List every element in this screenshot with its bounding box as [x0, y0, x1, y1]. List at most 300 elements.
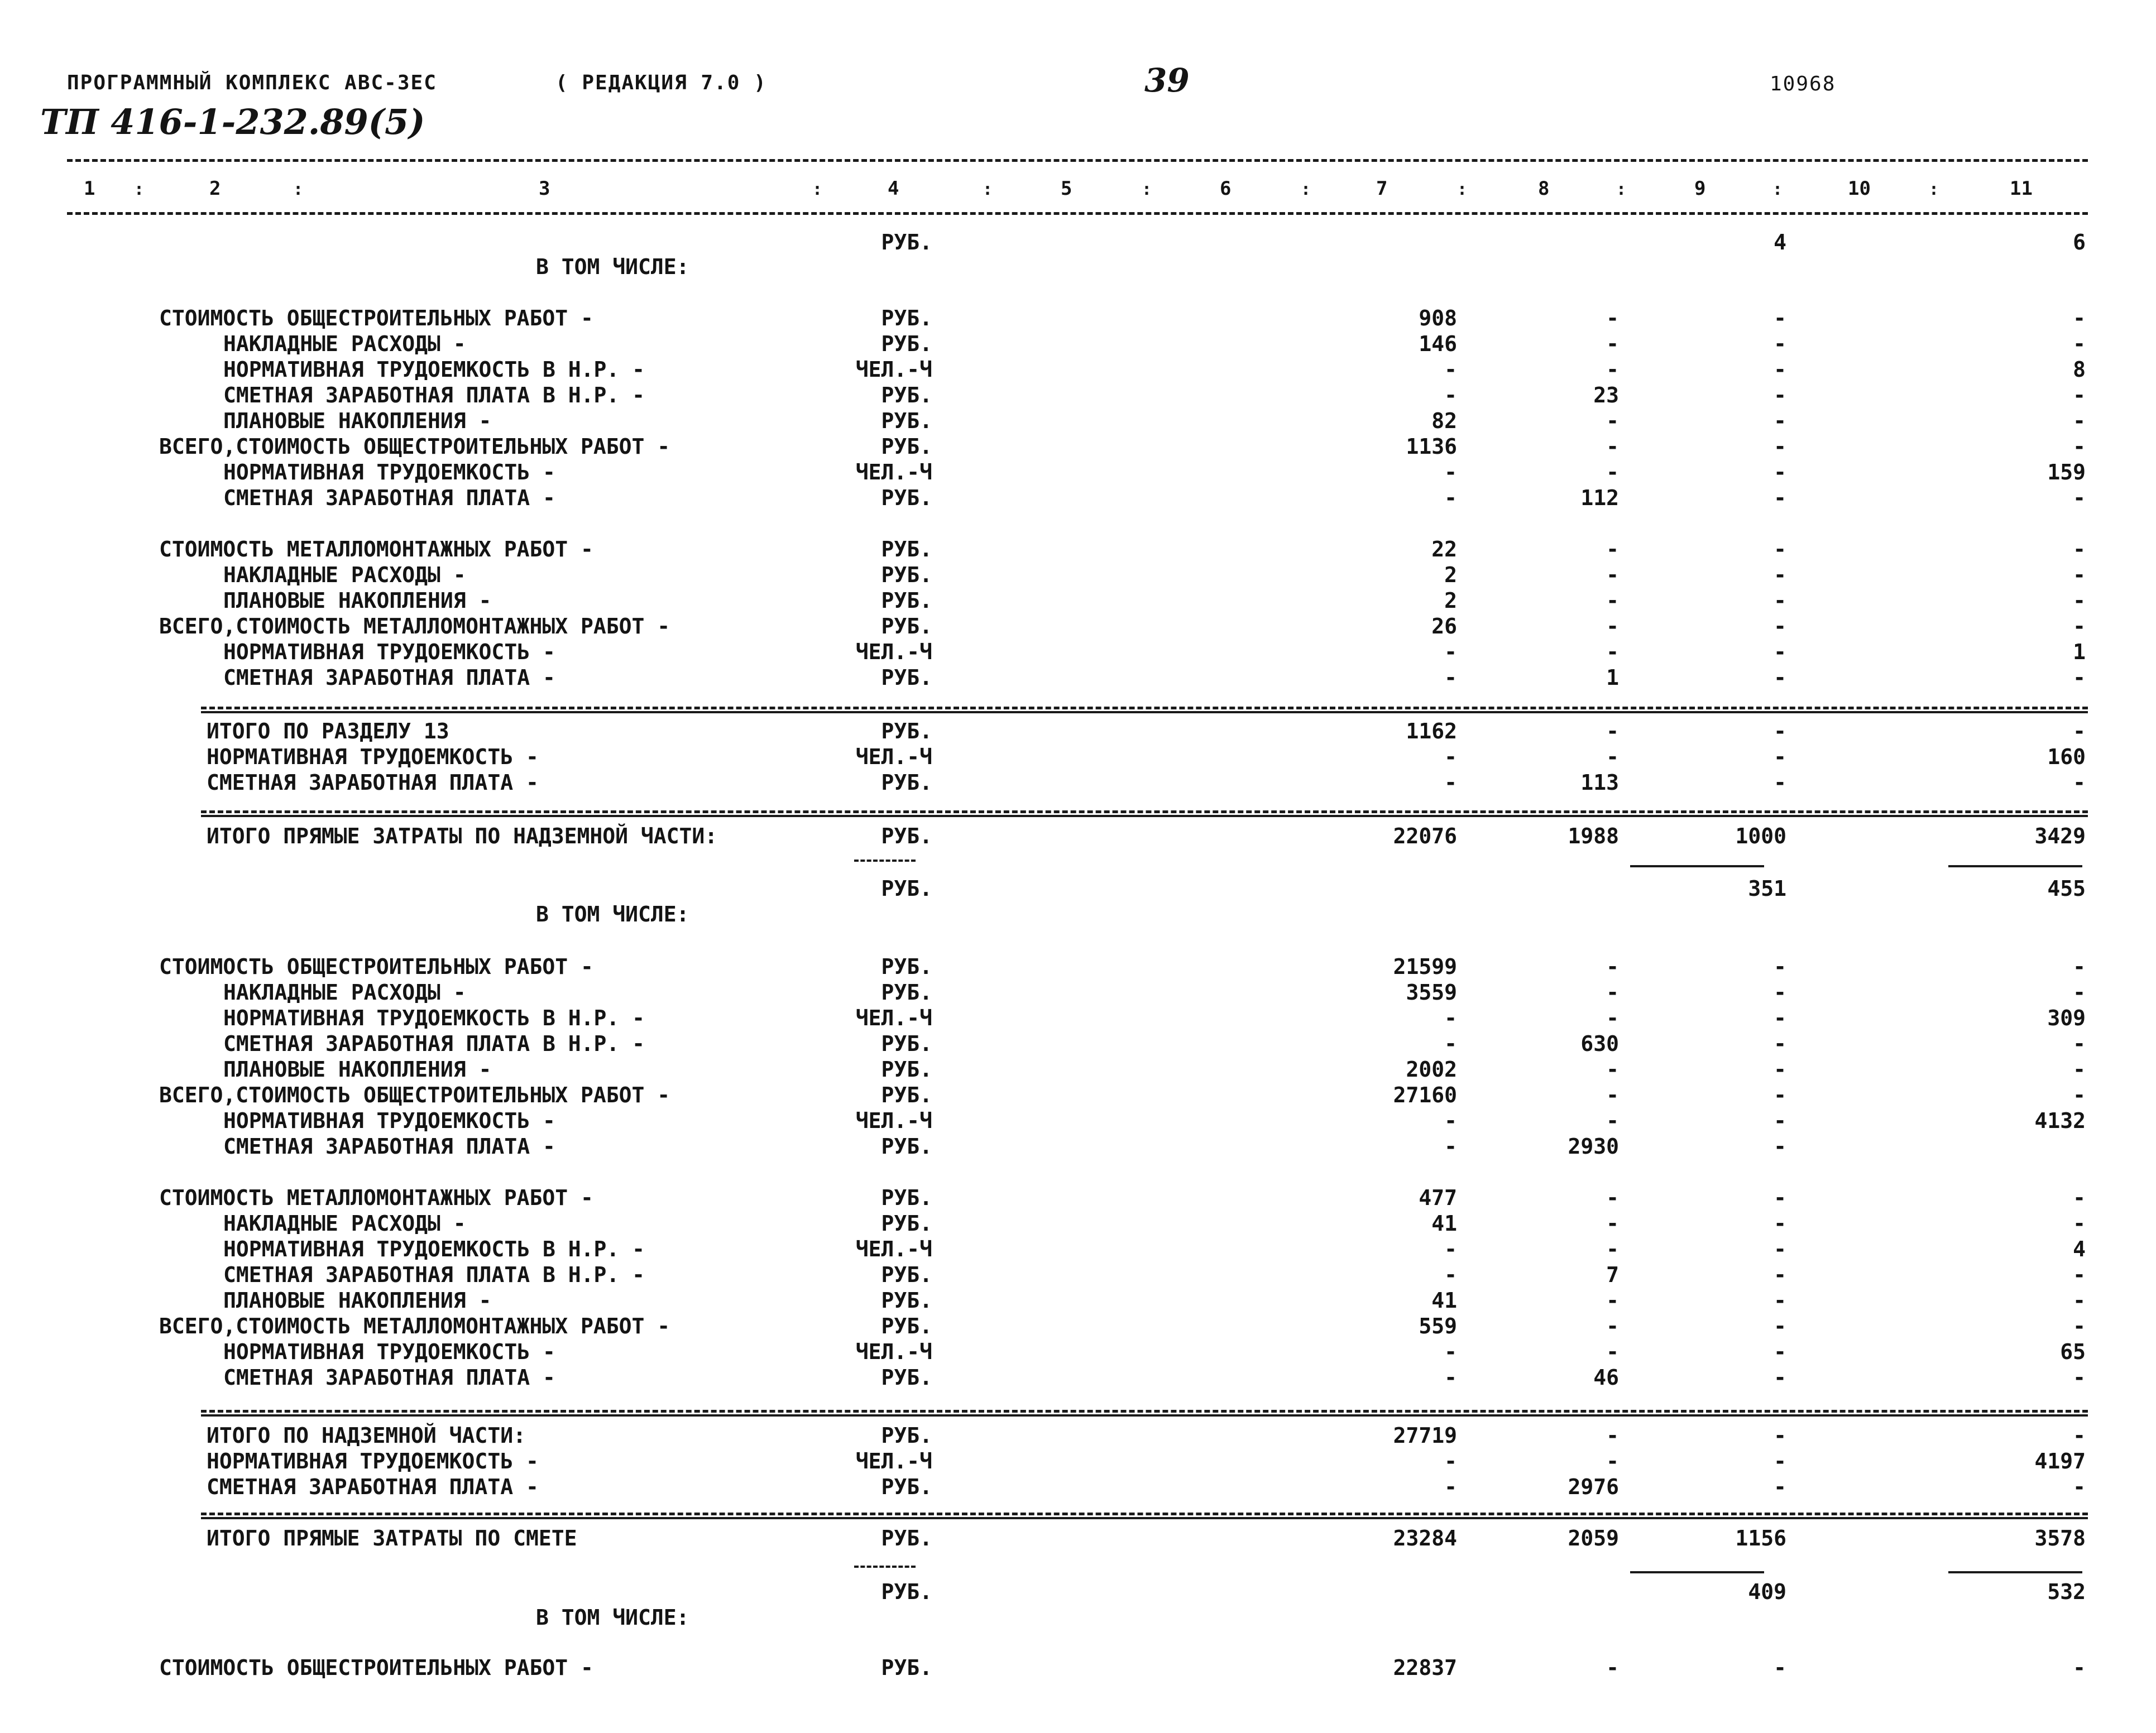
cell-col-8: -: [1606, 1655, 1619, 1680]
cell-col-11: 455: [2047, 876, 2086, 901]
cell-col-4: РУБ.: [881, 383, 932, 407]
table-row: [0, 980, 2156, 1006]
cell-col-4: РУБ.: [881, 1314, 932, 1338]
table-row: [0, 332, 2156, 357]
cell-col-9: -: [1774, 1449, 1786, 1473]
cell-col-3: ПЛАНОВЫЕ НАКОПЛЕНИЯ -: [223, 588, 492, 613]
cell-col-3: ВСЕГО,СТОИМОСТЬ ОБЩЕСТРОИТЕЛЬНЫХ РАБОТ -: [159, 1083, 670, 1107]
table-row: [0, 1108, 2156, 1134]
cell-col-8: -: [1606, 1006, 1619, 1030]
cell-col-8: -: [1606, 332, 1619, 356]
cell-col-9: -: [1774, 1314, 1786, 1338]
cell-col-8: -: [1606, 719, 1619, 743]
cell-col-4: ЧЕЛ.-Ч: [855, 745, 932, 769]
cell-col-9: -: [1774, 306, 1786, 330]
cell-col-7: -: [1444, 665, 1457, 690]
table-row: [0, 824, 2156, 849]
section-rule: [201, 1517, 2088, 1519]
table-row: [0, 409, 2156, 434]
cell-col-11: -: [2073, 434, 2086, 459]
cell-col-7: -: [1444, 640, 1457, 664]
cell-col-3: СМЕТНАЯ ЗАРАБОТНАЯ ПЛАТА -: [207, 770, 539, 795]
table-row: [0, 383, 2156, 409]
cell-col-9: 409: [1748, 1580, 1786, 1604]
cell-col-3: НАКЛАДНЫЕ РАСХОДЫ -: [223, 563, 466, 587]
cell-col-7: -: [1444, 1108, 1457, 1133]
cell-col-4: РУБ.: [881, 537, 932, 561]
cell-col-11: -: [2073, 1262, 2086, 1287]
cell-col-4: РУБ.: [881, 409, 932, 433]
subtotal-dash: [854, 860, 916, 862]
column-header: 11: [2010, 177, 2033, 200]
cell-col-4: РУБ.: [881, 332, 932, 356]
program-title: ПРОГРАММНЫЙ КОМПЛЕКС АВС-3ЕС: [67, 71, 437, 94]
cell-col-7: 41: [1431, 1211, 1457, 1236]
column-separator: :: [1929, 180, 1939, 199]
table-row: [0, 876, 2156, 902]
cell-col-4: ЧЕЛ.-Ч: [855, 1449, 932, 1473]
table-row: [0, 1475, 2156, 1500]
cell-col-11: 65: [2060, 1340, 2086, 1364]
column-separator: :: [983, 180, 993, 199]
cell-col-4: РУБ.: [881, 1185, 932, 1210]
cell-col-4: ЧЕЛ.-Ч: [855, 1108, 932, 1133]
cell-col-4: РУБ.: [881, 665, 932, 690]
cell-col-9: -: [1774, 1423, 1786, 1448]
cell-col-8: -: [1606, 357, 1619, 382]
cell-col-11: -: [2073, 1365, 2086, 1390]
cell-col-11: -: [2073, 1475, 2086, 1499]
cell-col-7: -: [1444, 357, 1457, 382]
cell-col-8: -: [1606, 563, 1619, 587]
cell-col-8: -: [1606, 1423, 1619, 1448]
cell-col-4: РУБ.: [881, 614, 932, 639]
cell-col-3: СМЕТНАЯ ЗАРАБОТНАЯ ПЛАТА В Н.Р. -: [223, 383, 645, 407]
section-rule: [201, 815, 2088, 817]
cell-col-9: -: [1774, 537, 1786, 561]
cell-col-11: -: [2073, 1423, 2086, 1448]
cell-col-7: -: [1444, 486, 1457, 510]
cell-col-7: 908: [1419, 306, 1457, 330]
cell-col-4: РУБ.: [881, 824, 932, 848]
cell-col-7: -: [1444, 1237, 1457, 1261]
cell-col-4: РУБ.: [881, 1083, 932, 1107]
cell-col-7: -: [1444, 1031, 1457, 1056]
column-header: 6: [1220, 177, 1232, 200]
cell-col-9: -: [1774, 1185, 1786, 1210]
cell-col-11: 1: [2073, 640, 2086, 664]
cell-col-8: 1988: [1568, 824, 1619, 848]
cell-col-9: -: [1774, 980, 1786, 1005]
cell-col-3: ИТОГО ПРЯМЫЕ ЗАТРАТЫ ПО НАДЗЕМНОЙ ЧАСТИ:: [207, 824, 718, 848]
cell-col-11: -: [2073, 1185, 2086, 1210]
cell-col-11: -: [2073, 954, 2086, 979]
cell-col-9: -: [1774, 640, 1786, 664]
table-row: [0, 719, 2156, 745]
cell-col-9: -: [1774, 1237, 1786, 1261]
cell-col-8: -: [1606, 745, 1619, 769]
table-row: [0, 1185, 2156, 1211]
column-separator: :: [1301, 180, 1311, 199]
table-row: [0, 1134, 2156, 1160]
section-rule: [201, 1410, 2088, 1413]
cell-col-3: СМЕТНАЯ ЗАРАБОТНАЯ ПЛАТА -: [207, 1475, 539, 1499]
subtotal-underline: [1948, 1571, 2082, 1573]
table-row: [0, 588, 2156, 614]
table-row: [0, 1083, 2156, 1108]
cell-col-3: ИТОГО ПО НАДЗЕМНОЙ ЧАСТИ:: [207, 1423, 526, 1448]
cell-col-3: НОРМАТИВНАЯ ТРУДОЕМКОСТЬ В Н.Р. -: [223, 1237, 645, 1261]
cell-col-3: НАКЛАДНЫЕ РАСХОДЫ -: [223, 1211, 466, 1236]
cell-col-7: 41: [1431, 1288, 1457, 1313]
column-separator: :: [1142, 180, 1152, 199]
table-row: [0, 770, 2156, 796]
cell-col-7: -: [1444, 1365, 1457, 1390]
cell-col-4: РУБ.: [881, 719, 932, 743]
cell-col-3: СМЕТНАЯ ЗАРАБОТНАЯ ПЛАТА В Н.Р. -: [223, 1031, 645, 1056]
cell-col-11: -: [2073, 1314, 2086, 1338]
cell-col-3: ПЛАНОВЫЕ НАКОПЛЕНИЯ -: [223, 409, 492, 433]
column-header: 2: [209, 177, 221, 200]
cell-col-8: -: [1606, 1288, 1619, 1313]
cell-col-8: 7: [1606, 1262, 1619, 1287]
column-separator: :: [293, 180, 304, 199]
cell-col-7: 27719: [1393, 1423, 1457, 1448]
cell-col-3: НОРМАТИВНАЯ ТРУДОЕМКОСТЬ -: [223, 460, 555, 484]
cell-col-8: -: [1606, 1449, 1619, 1473]
cell-col-8: -: [1606, 1057, 1619, 1082]
cell-col-9: -: [1774, 745, 1786, 769]
column-separator: :: [1616, 180, 1627, 199]
cell-col-3: НАКЛАДНЫЕ РАСХОДЫ -: [223, 980, 466, 1005]
table-row: [0, 1580, 2156, 1605]
cell-col-4: РУБ.: [881, 1423, 932, 1448]
column-header: 5: [1061, 177, 1072, 200]
column-header: 4: [888, 177, 899, 200]
cell-col-11: -: [2073, 1031, 2086, 1056]
table-row: [0, 1605, 2156, 1631]
cell-col-11: -: [2073, 1288, 2086, 1313]
cell-col-4: РУБ.: [881, 980, 932, 1005]
subtotal-underline: [1630, 1571, 1764, 1573]
cell-col-3: НАКЛАДНЫЕ РАСХОДЫ -: [223, 332, 466, 356]
cell-col-7: -: [1444, 1006, 1457, 1030]
cell-col-4: ЧЕЛ.-Ч: [855, 1006, 932, 1030]
cell-col-11: -: [2073, 486, 2086, 510]
cell-col-7: -: [1444, 383, 1457, 407]
cell-col-3: ПЛАНОВЫЕ НАКОПЛЕНИЯ -: [223, 1288, 492, 1313]
cell-col-11: -: [2073, 980, 2086, 1005]
cell-col-3: ВСЕГО,СТОИМОСТЬ МЕТАЛЛОМОНТАЖНЫХ РАБОТ -: [159, 1314, 670, 1338]
cell-col-8: 112: [1580, 486, 1619, 510]
cell-col-9: -: [1774, 665, 1786, 690]
cell-col-3: ВСЕГО,СТОИМОСТЬ МЕТАЛЛОМОНТАЖНЫХ РАБОТ -: [159, 614, 670, 639]
table-row: [0, 665, 2156, 691]
cell-col-3: СТОИМОСТЬ МЕТАЛЛОМОНТАЖНЫХ РАБОТ -: [159, 1185, 593, 1210]
cell-col-11: 6: [2073, 230, 2086, 255]
cell-col-9: -: [1774, 1655, 1786, 1680]
cell-col-11: -: [2073, 588, 2086, 613]
table-row: [0, 1031, 2156, 1057]
cell-col-7: 559: [1419, 1314, 1457, 1338]
header-rule-top: [67, 159, 2088, 162]
column-header: 7: [1376, 177, 1388, 200]
cell-col-4: РУБ.: [881, 1134, 932, 1159]
table-row: [0, 460, 2156, 486]
cell-col-7: -: [1444, 460, 1457, 484]
cell-col-7: -: [1444, 1262, 1457, 1287]
cell-col-3: В ТОМ ЧИСЛЕ:: [536, 255, 689, 279]
table-row: [0, 434, 2156, 460]
cell-col-4: РУБ.: [881, 230, 932, 255]
cell-col-8: 2059: [1568, 1526, 1619, 1550]
cell-col-8: -: [1606, 1185, 1619, 1210]
cell-col-9: -: [1774, 1108, 1786, 1133]
column-separator: :: [134, 180, 145, 199]
cell-col-3: СМЕТНАЯ ЗАРАБОТНАЯ ПЛАТА -: [223, 1365, 555, 1390]
cell-col-8: -: [1606, 980, 1619, 1005]
cell-col-7: -: [1444, 745, 1457, 769]
cell-col-11: 160: [2047, 745, 2086, 769]
cell-col-7: 2002: [1406, 1057, 1457, 1082]
cell-col-4: РУБ.: [881, 434, 932, 459]
cell-col-3: НОРМАТИВНАЯ ТРУДОЕМКОСТЬ -: [207, 745, 539, 769]
page-number: 39: [1144, 61, 1190, 99]
cell-col-11: -: [2073, 719, 2086, 743]
column-header: 9: [1694, 177, 1706, 200]
cell-col-7: 477: [1419, 1185, 1457, 1210]
cell-col-4: РУБ.: [881, 876, 932, 901]
project-number: ТП 416-1-232.89(5): [40, 102, 425, 142]
section-rule: [201, 707, 2088, 709]
cell-col-7: 22076: [1393, 824, 1457, 848]
cell-col-8: -: [1606, 954, 1619, 979]
table-row: [0, 614, 2156, 640]
cell-col-7: 2: [1444, 588, 1457, 613]
cell-col-3: ПЛАНОВЫЕ НАКОПЛЕНИЯ -: [223, 1057, 492, 1082]
section-rule: [201, 810, 2088, 813]
cell-col-4: РУБ.: [881, 1655, 932, 1680]
column-header: 1: [84, 177, 95, 200]
cell-col-3: ВСЕГО,СТОИМОСТЬ ОБЩЕСТРОИТЕЛЬНЫХ РАБОТ -: [159, 434, 670, 459]
cell-col-3: НОРМАТИВНАЯ ТРУДОЕМКОСТЬ -: [223, 1340, 555, 1364]
cell-col-8: -: [1606, 434, 1619, 459]
table-row: [0, 902, 2156, 928]
table-row: [0, 1237, 2156, 1262]
cell-col-11: 532: [2047, 1580, 2086, 1604]
cell-col-9: -: [1774, 1031, 1786, 1056]
cell-col-11: -: [2073, 770, 2086, 795]
table-row: [0, 1340, 2156, 1365]
cell-col-11: -: [2073, 332, 2086, 356]
cell-col-11: -: [2073, 563, 2086, 587]
cell-col-9: -: [1774, 719, 1786, 743]
cell-col-9: -: [1774, 1057, 1786, 1082]
subtotal-dash: [854, 1566, 916, 1568]
cell-col-9: -: [1774, 1365, 1786, 1390]
cell-col-3: НОРМАТИВНАЯ ТРУДОЕМКОСТЬ -: [223, 1108, 555, 1133]
cell-col-4: РУБ.: [881, 306, 932, 330]
column-header: 3: [539, 177, 550, 200]
cell-col-7: -: [1444, 1340, 1457, 1364]
cell-col-3: НОРМАТИВНАЯ ТРУДОЕМКОСТЬ В Н.Р. -: [223, 357, 645, 382]
cell-col-8: -: [1606, 640, 1619, 664]
table-row: [0, 954, 2156, 980]
table-row: [0, 640, 2156, 665]
cell-col-3: В ТОМ ЧИСЛЕ:: [536, 1605, 689, 1630]
cell-col-9: -: [1774, 563, 1786, 587]
cell-col-9: 1156: [1735, 1526, 1786, 1550]
cell-col-7: 82: [1431, 409, 1457, 433]
cell-col-3: СМЕТНАЯ ЗАРАБОТНАЯ ПЛАТА -: [223, 665, 555, 690]
table-row: [0, 1288, 2156, 1314]
cell-col-3: В ТОМ ЧИСЛЕ:: [536, 902, 689, 926]
table-row: [0, 1365, 2156, 1391]
cell-col-4: РУБ.: [881, 1580, 932, 1604]
table-row: [0, 1655, 2156, 1681]
cell-col-11: -: [2073, 1211, 2086, 1236]
cell-col-8: -: [1606, 306, 1619, 330]
cell-col-9: -: [1774, 383, 1786, 407]
cell-col-8: -: [1606, 1340, 1619, 1364]
cell-col-4: ЧЕЛ.-Ч: [855, 640, 932, 664]
cell-col-11: -: [2073, 537, 2086, 561]
table-row: [0, 486, 2156, 511]
cell-col-11: -: [2073, 409, 2086, 433]
subtotal-underline: [1630, 865, 1764, 867]
cell-col-9: -: [1774, 588, 1786, 613]
table-row: [0, 306, 2156, 332]
cell-col-8: -: [1606, 1211, 1619, 1236]
cell-col-7: 26: [1431, 614, 1457, 639]
cell-col-8: -: [1606, 460, 1619, 484]
cell-col-9: -: [1774, 1134, 1786, 1159]
cell-col-11: -: [2073, 1655, 2086, 1680]
cell-col-7: 27160: [1393, 1083, 1457, 1107]
cell-col-3: НОРМАТИВНАЯ ТРУДОЕМКОСТЬ -: [223, 640, 555, 664]
cell-col-4: РУБ.: [881, 588, 932, 613]
cell-col-4: РУБ.: [881, 770, 932, 795]
cell-col-3: СТОИМОСТЬ ОБЩЕСТРОИТЕЛЬНЫХ РАБОТ -: [159, 1655, 593, 1680]
table-row: [0, 563, 2156, 588]
cell-col-3: СТОИМОСТЬ ОБЩЕСТРОИТЕЛЬНЫХ РАБОТ -: [159, 306, 593, 330]
cell-col-8: -: [1606, 1108, 1619, 1133]
cell-col-4: ЧЕЛ.-Ч: [855, 1237, 932, 1261]
table-row: [0, 1057, 2156, 1083]
cell-col-8: -: [1606, 1237, 1619, 1261]
cell-col-11: 3578: [2034, 1526, 2086, 1550]
cell-col-9: -: [1774, 486, 1786, 510]
cell-col-11: -: [2073, 383, 2086, 407]
cell-col-8: 630: [1580, 1031, 1619, 1056]
table-row: [0, 1211, 2156, 1237]
column-header: 10: [1848, 177, 1871, 200]
cell-col-3: ИТОГО ПО РАЗДЕЛУ 13: [207, 719, 449, 743]
cell-col-9: -: [1774, 1475, 1786, 1499]
cell-col-7: 1162: [1406, 719, 1457, 743]
cell-col-4: РУБ.: [881, 1057, 932, 1082]
cell-col-7: 2: [1444, 563, 1457, 587]
table-row: [0, 537, 2156, 563]
cell-col-4: РУБ.: [881, 1526, 932, 1550]
cell-col-4: РУБ.: [881, 563, 932, 587]
cell-col-11: 4197: [2034, 1449, 2086, 1473]
table-row: [0, 1006, 2156, 1031]
document-code: 10968: [1770, 73, 1836, 95]
cell-col-7: 146: [1419, 332, 1457, 356]
cell-col-7: 22: [1431, 537, 1457, 561]
cell-col-8: 2976: [1568, 1475, 1619, 1499]
cell-col-3: СТОИМОСТЬ МЕТАЛЛОМОНТАЖНЫХ РАБОТ -: [159, 537, 593, 561]
subtotal-underline: [1948, 865, 2082, 867]
cell-col-4: РУБ.: [881, 954, 932, 979]
cell-col-9: -: [1774, 409, 1786, 433]
table-row: [0, 230, 2156, 256]
cell-col-9: -: [1774, 1006, 1786, 1030]
section-rule: [201, 1513, 2088, 1515]
cell-col-11: -: [2073, 1057, 2086, 1082]
cell-col-4: РУБ.: [881, 1211, 932, 1236]
cell-col-9: -: [1774, 1211, 1786, 1236]
cell-col-4: РУБ.: [881, 486, 932, 510]
cell-col-11: 4: [2073, 1237, 2086, 1261]
cell-col-11: -: [2073, 306, 2086, 330]
cell-col-8: -: [1606, 1314, 1619, 1338]
cell-col-8: 2930: [1568, 1134, 1619, 1159]
cell-col-8: -: [1606, 614, 1619, 639]
column-separator: :: [812, 180, 823, 199]
cell-col-7: -: [1444, 1134, 1457, 1159]
section-rule: [201, 711, 2088, 713]
cell-col-9: 4: [1774, 230, 1786, 255]
table-row: [0, 357, 2156, 383]
cell-col-8: -: [1606, 588, 1619, 613]
cell-col-4: ЧЕЛ.-Ч: [855, 357, 932, 382]
cell-col-11: 159: [2047, 460, 2086, 484]
cell-col-8: -: [1606, 537, 1619, 561]
cell-col-9: -: [1774, 614, 1786, 639]
cell-col-11: 309: [2047, 1006, 2086, 1030]
cell-col-9: -: [1774, 460, 1786, 484]
cell-col-7: 3559: [1406, 980, 1457, 1005]
cell-col-11: -: [2073, 614, 2086, 639]
cell-col-4: РУБ.: [881, 1288, 932, 1313]
cell-col-3: СМЕТНАЯ ЗАРАБОТНАЯ ПЛАТА -: [223, 1134, 555, 1159]
cell-col-9: 351: [1748, 876, 1786, 901]
header-rule-bottom: [67, 212, 2088, 215]
cell-col-8: 23: [1593, 383, 1619, 407]
table-row: [0, 1262, 2156, 1288]
cell-col-9: -: [1774, 434, 1786, 459]
cell-col-11: 3429: [2034, 824, 2086, 848]
cell-col-8: -: [1606, 1083, 1619, 1107]
cell-col-8: 113: [1580, 770, 1619, 795]
cell-col-3: ИТОГО ПРЯМЫЕ ЗАТРАТЫ ПО СМЕТЕ: [207, 1526, 577, 1550]
cell-col-11: -: [2073, 665, 2086, 690]
column-separator: :: [1772, 180, 1783, 199]
cell-col-7: -: [1444, 1475, 1457, 1499]
section-rule: [201, 1414, 2088, 1417]
column-header: 8: [1538, 177, 1550, 200]
cell-col-8: 46: [1593, 1365, 1619, 1390]
cell-col-9: -: [1774, 332, 1786, 356]
cell-col-4: ЧЕЛ.-Ч: [855, 1340, 932, 1364]
cell-col-11: 8: [2073, 357, 2086, 382]
cell-col-9: -: [1774, 770, 1786, 795]
cell-col-7: 23284: [1393, 1526, 1457, 1550]
cell-col-4: РУБ.: [881, 1365, 932, 1390]
table-row: [0, 745, 2156, 770]
